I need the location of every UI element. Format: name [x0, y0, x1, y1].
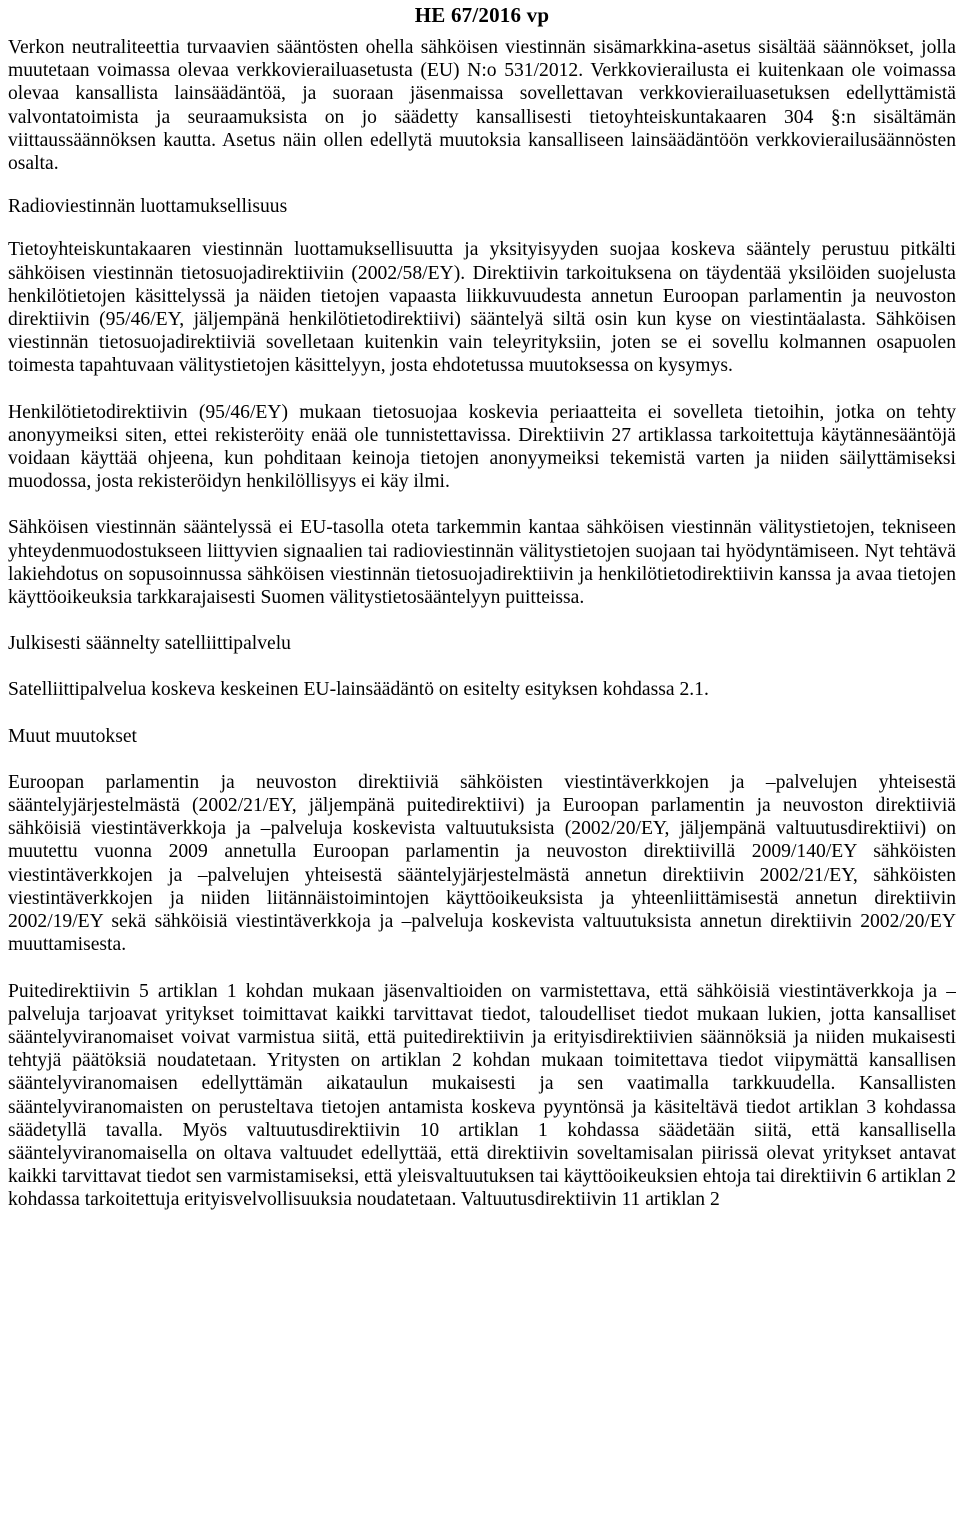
paragraph: Sähköisen viestinnän sääntelyssä ei EU-tasolla oteta tarkemmin kantaa sähköisen viestinnän välitystietojen, tekniseen yhteydenmuodostukseen liittyvien signaalien tai radioviestinnän välitystietojen suojaan tai hyödyntämiseen. Nyt tehtävä lakiehdotus on sopusoinnussa sähköisen viestinnän tietosuojadirektiivin ja henkilötietodirektiivin kanssa ja avaa tietojen käyttöoikeuksia tarkkarajaisesti Suomen välitystietosääntelyyn puitteissa.	[8, 517, 956, 609]
paragraph-gap	[8, 378, 956, 401]
paragraph-gap	[8, 218, 956, 238]
document-body	[8, 36, 956, 1212]
paragraph: Euroopan parlamentin ja neuvoston direktiiviä sähköisten viestintäverkkojen ja –palvelujen yhteisestä sääntelyjärjestelmästä (2002/21/EY, jäljempänä puitedirektiivi) ja Euroopan parlamentin ja neuvoston direktiiviä sähköisiä viestintäverkkoja ja –palveluja koskevista valtuutuksista (2002/20/EY, jäljempänä valtuutusdirektiivi) on muutettu vuonna 2009 annetulla Euroopan parlamentin ja neuvoston direktiivillä 2009/140/EY sähköisten viestintäverkkojen ja –palvelujen yhteisestä sääntelyjärjestelmästä annetun direktiivin 2002/21/EY, sähköisten viestintäverkkojen ja niiden liitännäistoimintojen käyttöoikeuksista ja yhteenliittämisestä annetun direktiivin 2002/19/EY sekä sähköisiä viestintäverkkoja ja –palveluja koskevista valtuutuksista annetun direktiivin 2002/20/EY muuttamisesta.	[8, 771, 956, 956]
document-header: HE 67/2016 vp	[414, 3, 550, 27]
paragraph-gap	[8, 748, 956, 771]
paragraph-gap	[8, 175, 956, 195]
document-page	[8, 0, 956, 1539]
paragraph: Tietoyhteiskuntakaaren viestinnän luottamuksellisuutta ja yksityisyyden suojaa koskeva sääntely perustuu pitkälti sähköisen viestinnän tietosuojadirektiiviin (2002/58/EY). Direktiivin tarkoituksena on täydentää yksilöiden suojelusta henkilötietojen käsittelyssä ja näiden tietojen vapaasta liikkuvuudesta annetun Euroopan parlamentin ja neuvoston direktiivin (95/46/EY, jäljempänä henkilötietodirektiivi) sääntelyä siltä osin kun kyse on viestintäalasta. Sähköisen viestinnän tietosuojadirektiiviä sovelletaan kuitenkin vain teleyrityksiin, joten se ei sovellu kolmannen osapuolen toimesta tapahtuvaan välitystietojen käsittelyyn, josta ehdotetussa muutoksessa on kysymys.	[8, 239, 956, 377]
section-heading-radio: Radioviestinnän luottamuksellisuus	[8, 196, 288, 218]
paragraph-gap	[8, 702, 956, 725]
paragraph: Puitedirektiivin 5 artiklan 1 kohdan mukaan jäsenvaltioiden on varmistettava, että sähköisiä viestintäverkkoja ja –palveluja tarjoavat yritykset toimittavat kaikki tarvittavat tiedot, taloudelliset tiedot mukaan lukien, jotta kansalliset sääntelyviranomaiset voivat varmistua siitä, että puitedirektiivin ja erityisdirektiivien säännöksiä ja niiden mukaisesti tehtyjä päätöksiä noudatetaan. Yritysten on artiklan 2 kohdan mukaan toimitettava tiedot viipymättä kansallisen sääntelyviranomaisen edellyttämän aikataulun mukaisesti ja sen vaatimalla tarkkuudella. Kansallisten sääntelyviranomaisten on perusteltava tietojen antamista koskeva pyyntönsä ja käsiteltävä tiedot artiklan 3 kohdassa säädetyllä tavalla. Myös valtuutusdirektiivin 10 artiklan 1 kohdassa säädetään siitä, että kansallisella sääntelyviranomaisella on oltava valtuudet edellyttää, että direktiivin soveltamisalan piirissä olevat yritykset antavat kaikki tarvittavat tiedot sen varmistamiseksi, että yleisvaltuutuksen tai käyttöoikeuksien ehtoja tai direktiivin 6 artiklan 2 kohdassa tarkoitettuja erityisvelvollisuuksia noudatetaan. Valtuutusdirektiivin 11 artiklan 2	[8, 980, 956, 1211]
paragraph-gap	[8, 655, 956, 678]
paragraph-gap	[8, 493, 956, 516]
section-heading-satellite: Julkisesti säännelty satelliittipalvelu	[8, 633, 291, 655]
paragraph: Verkon neutraliteettia turvaavien sääntösten ohella sähköisen viestinnän sisämarkkina-asetus sisältää säännökset, jolla muutetaan voimassa olevaa verkkovierailuasetusta (EU) N:o 531/2012. Verkkovierailusta ei kuitenkaan ole voimassa olevaa kansallista lainsäädäntöä, ja suoraan jäsenmaissa sovellettavan verkkovierailuasetuksen edellyttämistä valvontatoimista ja seuraamuksista on jo säädetty kansallisesti tietoyhteiskuntakaaren 304 §:n sisältämän viittaussäännöksen kautta. Asetus näin ollen edellytä muutoksia kansalliseen lainsäädäntöön verkkovierailusäännösten osalta.	[8, 37, 956, 175]
section-heading-other: Muut muutokset	[8, 725, 137, 747]
paragraph: Satelliittipalvelua koskeva keskeinen EU-lainsäädäntö on esitelty esityksen kohdassa 2.1.	[8, 679, 709, 701]
paragraph-gap	[8, 609, 956, 632]
paragraph-gap	[8, 957, 956, 980]
paragraph: Henkilötietodirektiivin (95/46/EY) mukaan tietosuojaa koskevia periaatteita ei sovelleta tietoihin, jotka on tehty anonyymeiksi siten, ettei rekisteröity enää ole tunnistettavissa. Direktiivin 27 artiklassa tarkoitettuja käytännesääntöjä voidaan käyttää ohjeena, kun pohditaan keinoja tietojen anonyymeiksi tekemistä varten ja niiden säilyttämiseksi muodossa, josta rekisteröidyn henkilöllisyys ei käy ilmi.	[8, 401, 956, 493]
